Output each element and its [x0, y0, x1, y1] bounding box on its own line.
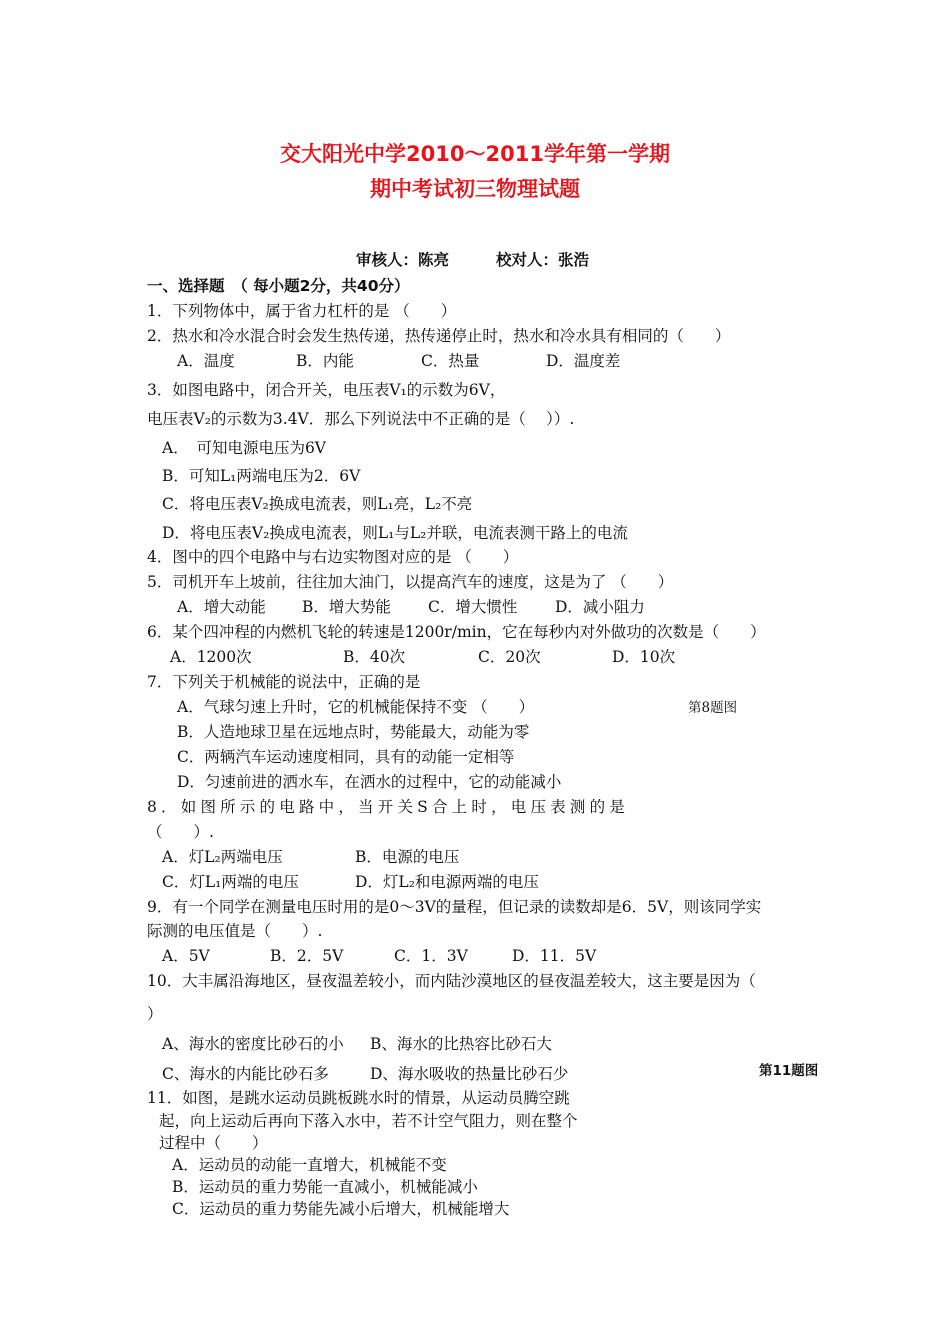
- q10-option-c: C、海水的内能比砂石多: [162, 1065, 329, 1083]
- q7-option-c: C．两辆汽车运动速度相同，具有的动能一定相等: [177, 748, 515, 766]
- q5-option-a: A．增大动能: [177, 598, 266, 616]
- q3-option-a: A． 可知电源电压为6V: [162, 439, 326, 457]
- figure-11-caption: 第11题图: [759, 1063, 819, 1079]
- q2-option-d: D．温度差: [546, 352, 621, 370]
- q9-option-d: D．11．5V: [512, 947, 597, 965]
- q7-stem: 7．下列关于机械能的说法中，正确的是: [147, 673, 421, 691]
- section-heading: 一、选择题 （ 每小题2分，共40分）: [147, 277, 410, 295]
- q7-option-b: B．人造地球卫星在远地点时，势能最大，动能为零: [177, 723, 530, 741]
- proofreader: 校对人：张浩: [496, 251, 590, 269]
- q10-stem-line2: ）: [147, 1005, 163, 1023]
- q5-stem: 5．司机开车上坡前，往往加大油门，以提高汽车的速度，这是为了 （ ）: [147, 573, 674, 591]
- q8-option-c: C．灯L₁两端的电压: [162, 873, 299, 891]
- q6-option-c: C．20次: [478, 648, 541, 666]
- q9-stem-line2: 际测的电压值是（ ）.: [147, 922, 323, 940]
- reviewer: 审核人：陈亮: [356, 251, 450, 269]
- q3-stem-line1: 3．如图电路中，闭合开关，电压表V₁的示数为6V，: [147, 381, 506, 399]
- q10-option-d: D、海水吸收的热量比砂石少: [370, 1065, 569, 1083]
- exam-title: 交大阳光中学2010～2011学年第一学期: [280, 142, 670, 166]
- q9-option-b: B．2．5V: [270, 947, 344, 965]
- q11-stem-line3: 过程中（ ）: [159, 1134, 268, 1152]
- q2-option-c: C．热量: [421, 352, 480, 370]
- q6-stem: 6．某个四冲程的内燃机飞轮的转速是1200r/min，它在每秒内对外做功的次数是（ ）: [147, 623, 766, 641]
- q8-option-b: B．电源的电压: [355, 848, 460, 866]
- q8-stem-line1: 8．如图所示的电路中，当开关S合上时，电压表测的是: [147, 798, 629, 816]
- q3-stem-line2: 电压表V₂的示数为3.4V．那么下列说法中不正确的是（ ））.: [147, 410, 575, 428]
- q11-option-a: A．运动员的动能一直增大，机械能不变: [172, 1156, 447, 1174]
- q2-option-b: B．内能: [296, 352, 354, 370]
- q5-option-d: D．减小阻力: [555, 598, 645, 616]
- q8-option-a: A．灯L₂两端电压: [162, 848, 283, 866]
- q8-stem-line2: （ ）.: [147, 823, 214, 841]
- q5-option-b: B．增大势能: [302, 598, 391, 616]
- exam-subtitle: 期中考试初三物理试题: [370, 177, 580, 201]
- q2-stem: 2．热水和冷水混合时会发生热传递，热传递停止时，热水和冷水具有相同的（ ）: [147, 327, 731, 345]
- q3-option-b: B．可知L₁两端电压为2．6V: [162, 467, 361, 485]
- q8-option-d: D．灯L₂和电源两端的电压: [355, 873, 539, 891]
- q9-option-a: A．5V: [162, 947, 210, 965]
- q9-option-c: C．1．3V: [394, 947, 468, 965]
- q10-stem-line1: 10．大丰属沿海地区，昼夜温差较小，而内陆沙漠地区的昼夜温差较大，这主要是因为（: [147, 972, 756, 990]
- q10-option-a: A、海水的密度比砂石的小: [162, 1035, 344, 1053]
- q3-option-c: C．将电压表V₂换成电流表，则L₁亮，L₂不亮: [162, 495, 473, 513]
- q3-option-d: D．将电压表V₂换成电流表，则L₁与L₂并联，电流表测干路上的电流: [162, 524, 628, 542]
- q6-option-b: B．40次: [343, 648, 406, 666]
- q6-option-d: D．10次: [612, 648, 676, 666]
- q1-stem: 1．下列物体中，属于省力杠杆的是 （ ）: [147, 302, 457, 320]
- q6-option-a: A．1200次: [170, 648, 252, 666]
- q7-option-d: D．匀速前进的洒水车，在洒水的过程中，它的动能减小: [177, 773, 562, 791]
- q4-stem: 4．图中的四个电路中与右边实物图对应的是 （ ）: [147, 548, 519, 566]
- q11-stem-line2: 起，向上运动后再向下落入水中，若不计空气阻力，则在整个: [159, 1112, 578, 1130]
- figure-8-caption: 第8题图: [688, 700, 738, 716]
- q11-option-c: C．运动员的重力势能先减小后增大，机械能增大: [172, 1200, 510, 1218]
- q5-option-c: C．增大惯性: [428, 598, 518, 616]
- q2-option-a: A．温度: [177, 352, 235, 370]
- q11-option-b: B．运动员的重力势能一直减小，机械能减小: [172, 1178, 478, 1196]
- q7-option-a: A．气球匀速上升时，它的机械能保持不变 （ ）: [177, 698, 535, 716]
- q11-stem-line1: 11．如图，是跳水运动员跳板跳水时的情景，从运动员腾空跳: [147, 1089, 570, 1107]
- q10-option-b: B、海水的比热容比砂石大: [370, 1035, 552, 1053]
- q9-stem-line1: 9．有一个同学在测量电压时用的是0～3V的量程，但记录的读数却是6．5V，则该同学实: [147, 898, 762, 916]
